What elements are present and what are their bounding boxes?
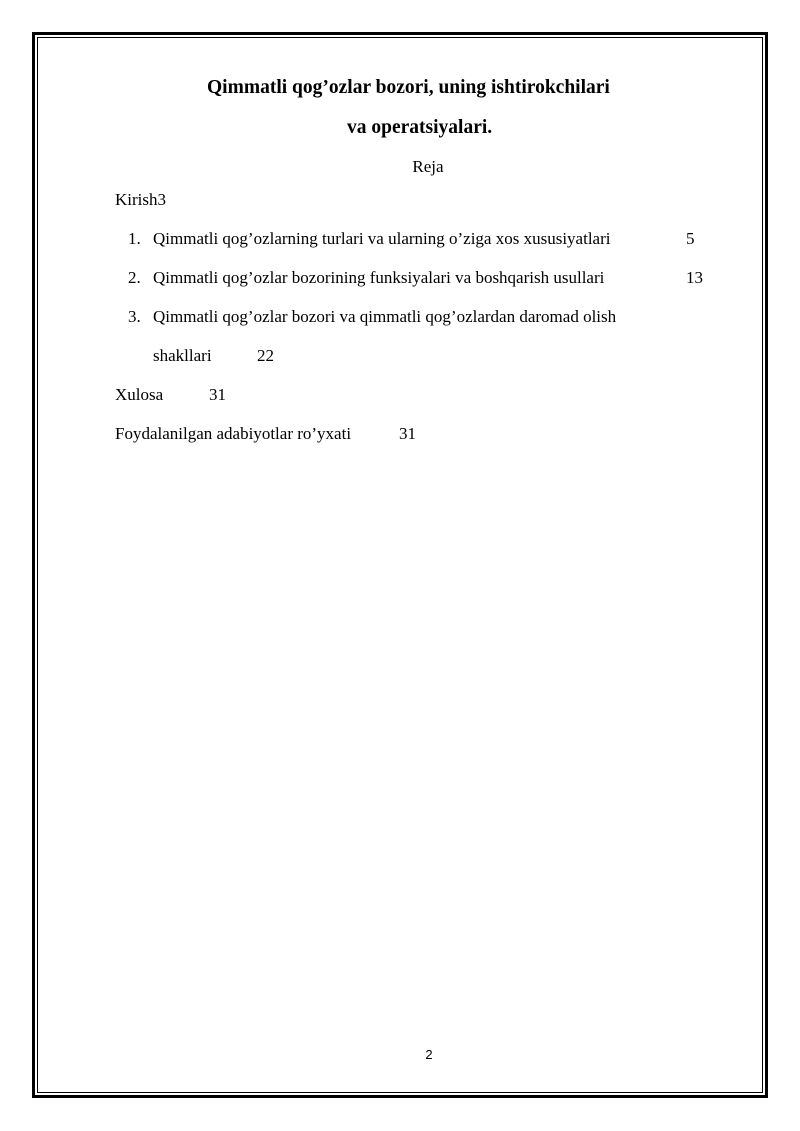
toc-item-text: Qimmatli qog’ozlar bozori va qimmatli qog’ozlardan daromad olish [153, 307, 617, 326]
toc-conclusion: Xulosa [115, 385, 164, 404]
toc-item-page: 13 [686, 268, 703, 287]
document-title-line-1: Qimmatli qog’ozlar bozori, uning ishtirokchilari [207, 77, 610, 98]
document-title-line-2: va operatsiyalari. [347, 117, 493, 138]
toc-references: Foydalanilgan adabiyotlar ro’yxati [115, 424, 352, 443]
toc-item-page: 5 [686, 229, 695, 248]
toc-conclusion-page: 31 [209, 385, 226, 404]
toc-intro: Kirish3 [115, 190, 166, 209]
toc-heading: Reja [412, 157, 444, 176]
toc-item-number: 1. [128, 229, 141, 248]
toc-item-text-continued: shakllari [153, 346, 212, 365]
toc-item-number: 3. [128, 307, 141, 326]
toc-item-number: 2. [128, 268, 141, 287]
toc-item-text: Qimmatli qog’ozlarning turlari va ularning o’ziga xos xususiyatlari [153, 229, 611, 248]
toc-item-text: Qimmatli qog’ozlar bozorining funksiyalari va boshqarish usullari [153, 268, 605, 287]
page-number: 2 [425, 1047, 433, 1062]
toc-item-page: 22 [257, 346, 274, 365]
toc-references-page: 31 [399, 424, 416, 443]
